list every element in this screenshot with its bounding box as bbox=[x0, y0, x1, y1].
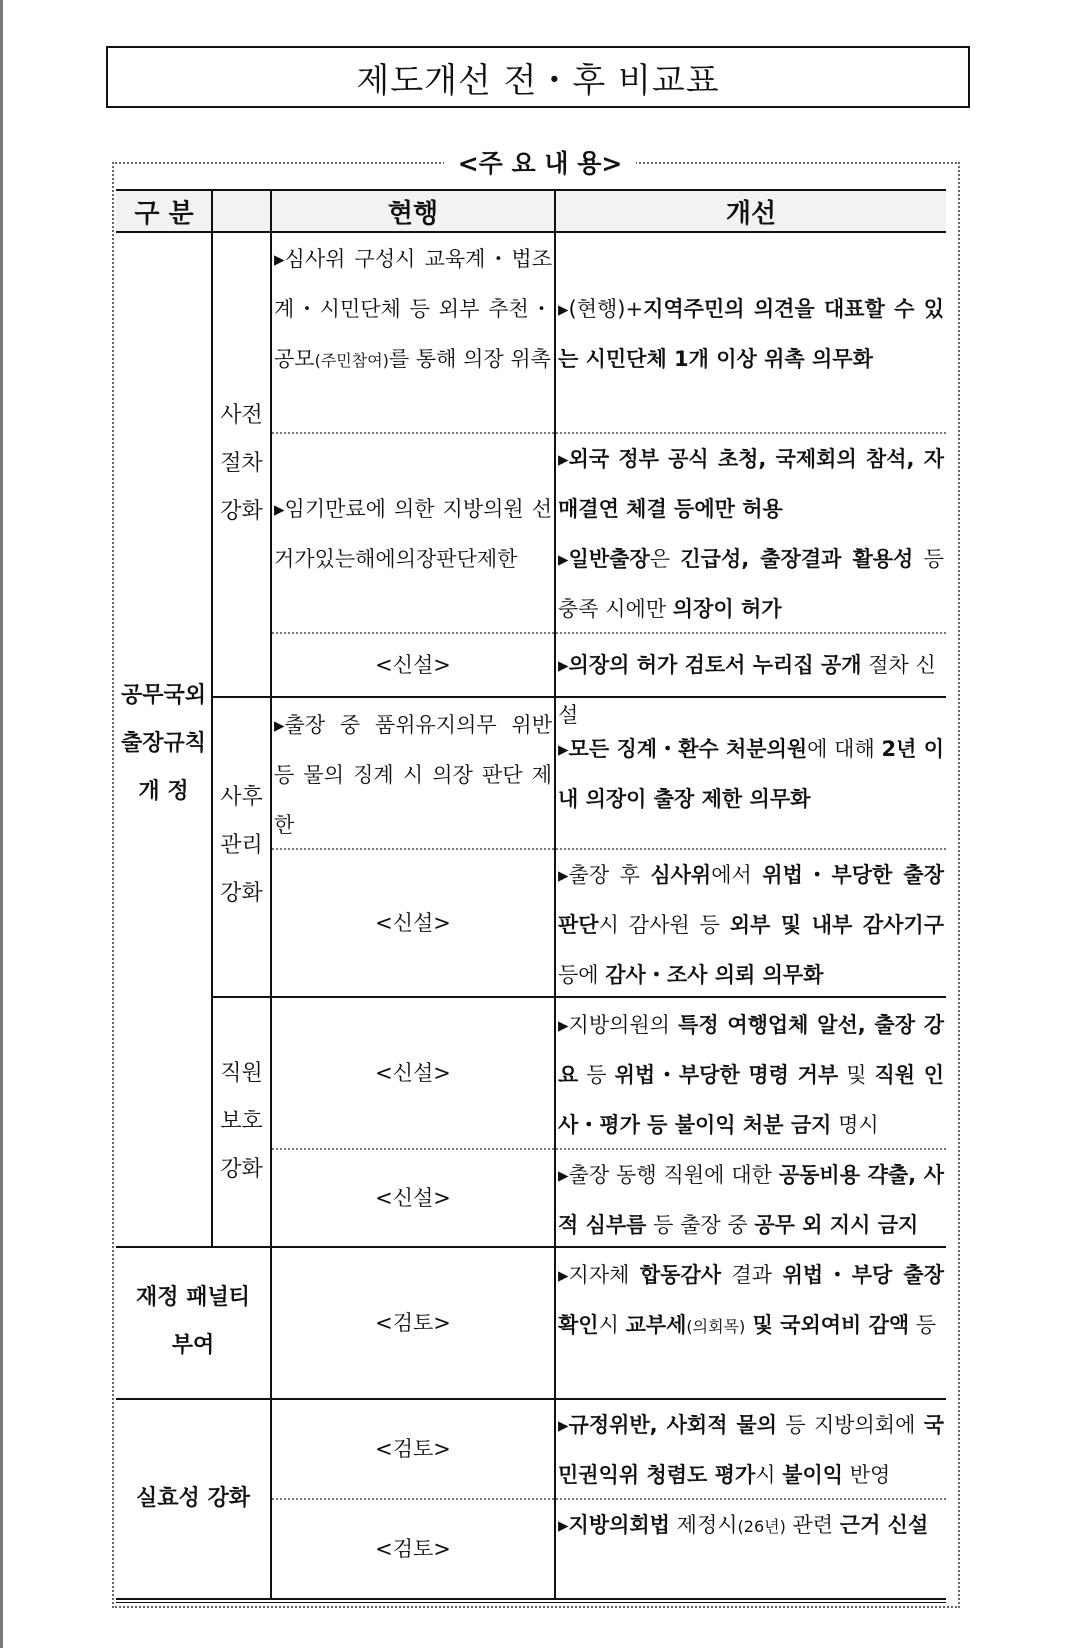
group-line: 관리 bbox=[220, 833, 263, 858]
group-line: 출장규칙 bbox=[120, 731, 206, 756]
subgroup-post-management bbox=[213, 774, 270, 918]
cell-paragraph bbox=[558, 534, 944, 634]
improved-cell bbox=[558, 1000, 944, 1150]
cell-text: ▸출장 중 품위유지의무 위반 등 물의 징계 시 의장 판단 제한 bbox=[274, 713, 552, 837]
cell-text: 에서 bbox=[711, 863, 763, 887]
group-line: 강화 bbox=[220, 1157, 263, 1182]
current-cell: <신설> bbox=[375, 911, 451, 935]
header-category: 구 분 bbox=[134, 198, 194, 229]
cell-bold-text: 공무 외 지시 금지 bbox=[754, 1213, 919, 1237]
group-overseas-rules bbox=[116, 672, 211, 816]
cell-bold-text: 외부 및 내부 감사기구 bbox=[729, 913, 944, 937]
group-line: 실효성 강화 bbox=[136, 1486, 250, 1511]
improved-cell bbox=[558, 1400, 944, 1500]
table-bottom-double bbox=[116, 1602, 946, 1603]
cell-bold-text: ▸규정위반, 사회적 물의 bbox=[558, 1413, 778, 1437]
group-line: 강화 bbox=[220, 881, 263, 906]
group-effectiveness bbox=[116, 1475, 270, 1523]
cell-small-text: (의회목) bbox=[686, 1317, 746, 1336]
cell-text: 등 충족 시에만 bbox=[558, 547, 945, 621]
cell-small-text: (26년) bbox=[737, 1517, 786, 1536]
cell-bold-text: 특정 여행업체 알선, 출장 강요 bbox=[558, 1013, 944, 1087]
cell-text: 및 bbox=[838, 1063, 875, 1087]
cell-bold-text: 감사・조사 의뢰 의무화 bbox=[605, 963, 824, 987]
header-improved: 개선 bbox=[725, 198, 777, 229]
cell-text: ▸출장 동행 직원에 대한 bbox=[558, 1163, 779, 1187]
cell-bold-text: 및 국외여비 감액 bbox=[745, 1313, 910, 1337]
cell-text: ▸심사위 구성시 교육계・법조계・시민단체 등 외부 추천・공모 bbox=[274, 247, 552, 371]
cell-bold-text: 의장이 허가 bbox=[672, 597, 782, 621]
cell-text: 시 bbox=[755, 1463, 783, 1487]
cell-bold-text: 불이익 bbox=[782, 1463, 844, 1487]
cell-bold-text: 직원 인사・평가 등 불이익 처분 금지 bbox=[558, 1063, 945, 1137]
subtitle-text: <주 요 내 용> bbox=[444, 149, 637, 178]
cell-text: 에 대해 bbox=[807, 737, 882, 761]
cell-bold-text: 위법・부당한 출장 판단 bbox=[558, 863, 945, 937]
cell-bold-text: 긴급성, 출장결과 활용성 bbox=[680, 547, 914, 571]
improved-cell bbox=[558, 850, 944, 1000]
page-edge-rule bbox=[0, 0, 3, 1648]
cell-bold-text: 공동비용 갹출, 사적 심부름 bbox=[558, 1163, 944, 1237]
group-line: 개 정 bbox=[138, 779, 189, 804]
document-title: 제도개선 전・후 비교표 bbox=[106, 46, 970, 108]
header-current: 현행 bbox=[387, 198, 439, 229]
cell-text: 관련 bbox=[785, 1513, 840, 1537]
cell-bold-text: ▸모든 징계・환수 처분의원 bbox=[558, 737, 808, 761]
cell-text: ▸임기만료에 의한 지방의원 선거가있는해에의장판단제한 bbox=[274, 497, 552, 571]
cell-text: 제정시 bbox=[669, 1513, 738, 1537]
cell-text: ▸지자체 bbox=[558, 1263, 640, 1287]
group-line: 절차 bbox=[220, 451, 263, 476]
cell-text: 를 통해 의장 위촉 bbox=[388, 347, 551, 371]
cell-text: ▸출장 후 bbox=[558, 863, 651, 887]
header-bottom-border bbox=[116, 231, 946, 233]
cell-text: 반영 bbox=[843, 1463, 891, 1487]
current-cell bbox=[274, 700, 552, 850]
table-bottom-border bbox=[116, 1598, 946, 1600]
cell-bold-text: ▸지방의회법 bbox=[558, 1513, 670, 1537]
cell-bold-text: 위법・부당한 명령 거부 bbox=[614, 1063, 839, 1087]
cell-text: 은 bbox=[649, 547, 681, 571]
group-line: 부여 bbox=[171, 1333, 215, 1358]
group-line: 직원 bbox=[220, 1061, 263, 1086]
cell-text: 등 bbox=[909, 1313, 937, 1337]
current-cell: <검토> bbox=[375, 1311, 451, 1335]
cell-text: ▸지방의원의 bbox=[558, 1013, 679, 1037]
cell-bold-text: 위법・부당 출장 확인 bbox=[558, 1263, 944, 1337]
cell-bold-text: 심사위 bbox=[650, 863, 712, 887]
cell-bold-text: 2년 이내 의장이 출장 제한 의무화 bbox=[558, 737, 944, 811]
cell-text: 명시 bbox=[831, 1113, 879, 1137]
group-line: 사후 bbox=[220, 785, 263, 810]
group-line: 보호 bbox=[220, 1109, 263, 1134]
cell-bold-text: 근거 신설 bbox=[839, 1513, 929, 1537]
cell-text: 등 출장 중 bbox=[646, 1213, 755, 1237]
improved-cell bbox=[558, 1150, 944, 1250]
current-cell: <신설> bbox=[375, 1186, 451, 1210]
current-cell: <신설> bbox=[375, 653, 451, 677]
subgroup-staff-protection bbox=[213, 1050, 270, 1194]
cell-bold-text: 합동감사 bbox=[639, 1263, 722, 1287]
cell-text: 시 bbox=[598, 1313, 626, 1337]
group-line: 사전 bbox=[220, 403, 263, 428]
cell-bold-text: ▸의장의 허가 검토서 누리집 공개 bbox=[558, 653, 862, 677]
improved-cell bbox=[558, 434, 944, 634]
cell-bold-text: 교부세 bbox=[625, 1313, 687, 1337]
cell-text: 등 bbox=[578, 1063, 615, 1087]
current-cell: <검토> bbox=[375, 1437, 451, 1461]
cell-text: 시 감사원 등 bbox=[598, 913, 730, 937]
cell-text: ▸(현행)+ bbox=[558, 297, 644, 321]
section-subtitle bbox=[0, 144, 1080, 180]
cell-small-text: (주민참여) bbox=[314, 351, 389, 370]
current-cell bbox=[274, 234, 552, 386]
improved-cell bbox=[558, 1250, 944, 1352]
column-divider bbox=[554, 189, 556, 1600]
improved-cell bbox=[558, 1500, 944, 1552]
cell-text: 등 지방의회에 bbox=[777, 1413, 924, 1437]
group-line: 재정 패널티 bbox=[136, 1285, 250, 1310]
table-top-border bbox=[116, 189, 946, 191]
group-financial-penalty bbox=[116, 1274, 270, 1370]
improved-cell bbox=[558, 724, 944, 824]
group-line: 강화 bbox=[220, 499, 263, 524]
cell-bold-text: 국민권익위 청렴도 평가 bbox=[558, 1413, 944, 1487]
current-cell: <신설> bbox=[375, 1061, 451, 1085]
cell-text: 절차 신설 bbox=[558, 653, 936, 727]
subgroup-pre-procedure bbox=[213, 392, 270, 536]
group-line: 공무국외 bbox=[120, 683, 206, 708]
improved-cell bbox=[558, 284, 944, 384]
cell-text: 결과 bbox=[721, 1263, 783, 1287]
cell-bold-text: ▸외국 정부 공식 초청, 국제회의 참석, 자매결연 체결 등에만 허용 bbox=[558, 447, 944, 521]
cell-text: 등에 bbox=[558, 963, 606, 987]
current-cell: <검토> bbox=[375, 1537, 451, 1561]
cell-paragraph bbox=[558, 434, 944, 534]
cell-bold-text: 지역주민의 의견을 대표할 수 있는 시민단체 1개 이상 위촉 의무화 bbox=[558, 297, 944, 371]
current-cell bbox=[274, 484, 552, 584]
cell-bold-text: ▸일반출장 bbox=[558, 547, 650, 571]
